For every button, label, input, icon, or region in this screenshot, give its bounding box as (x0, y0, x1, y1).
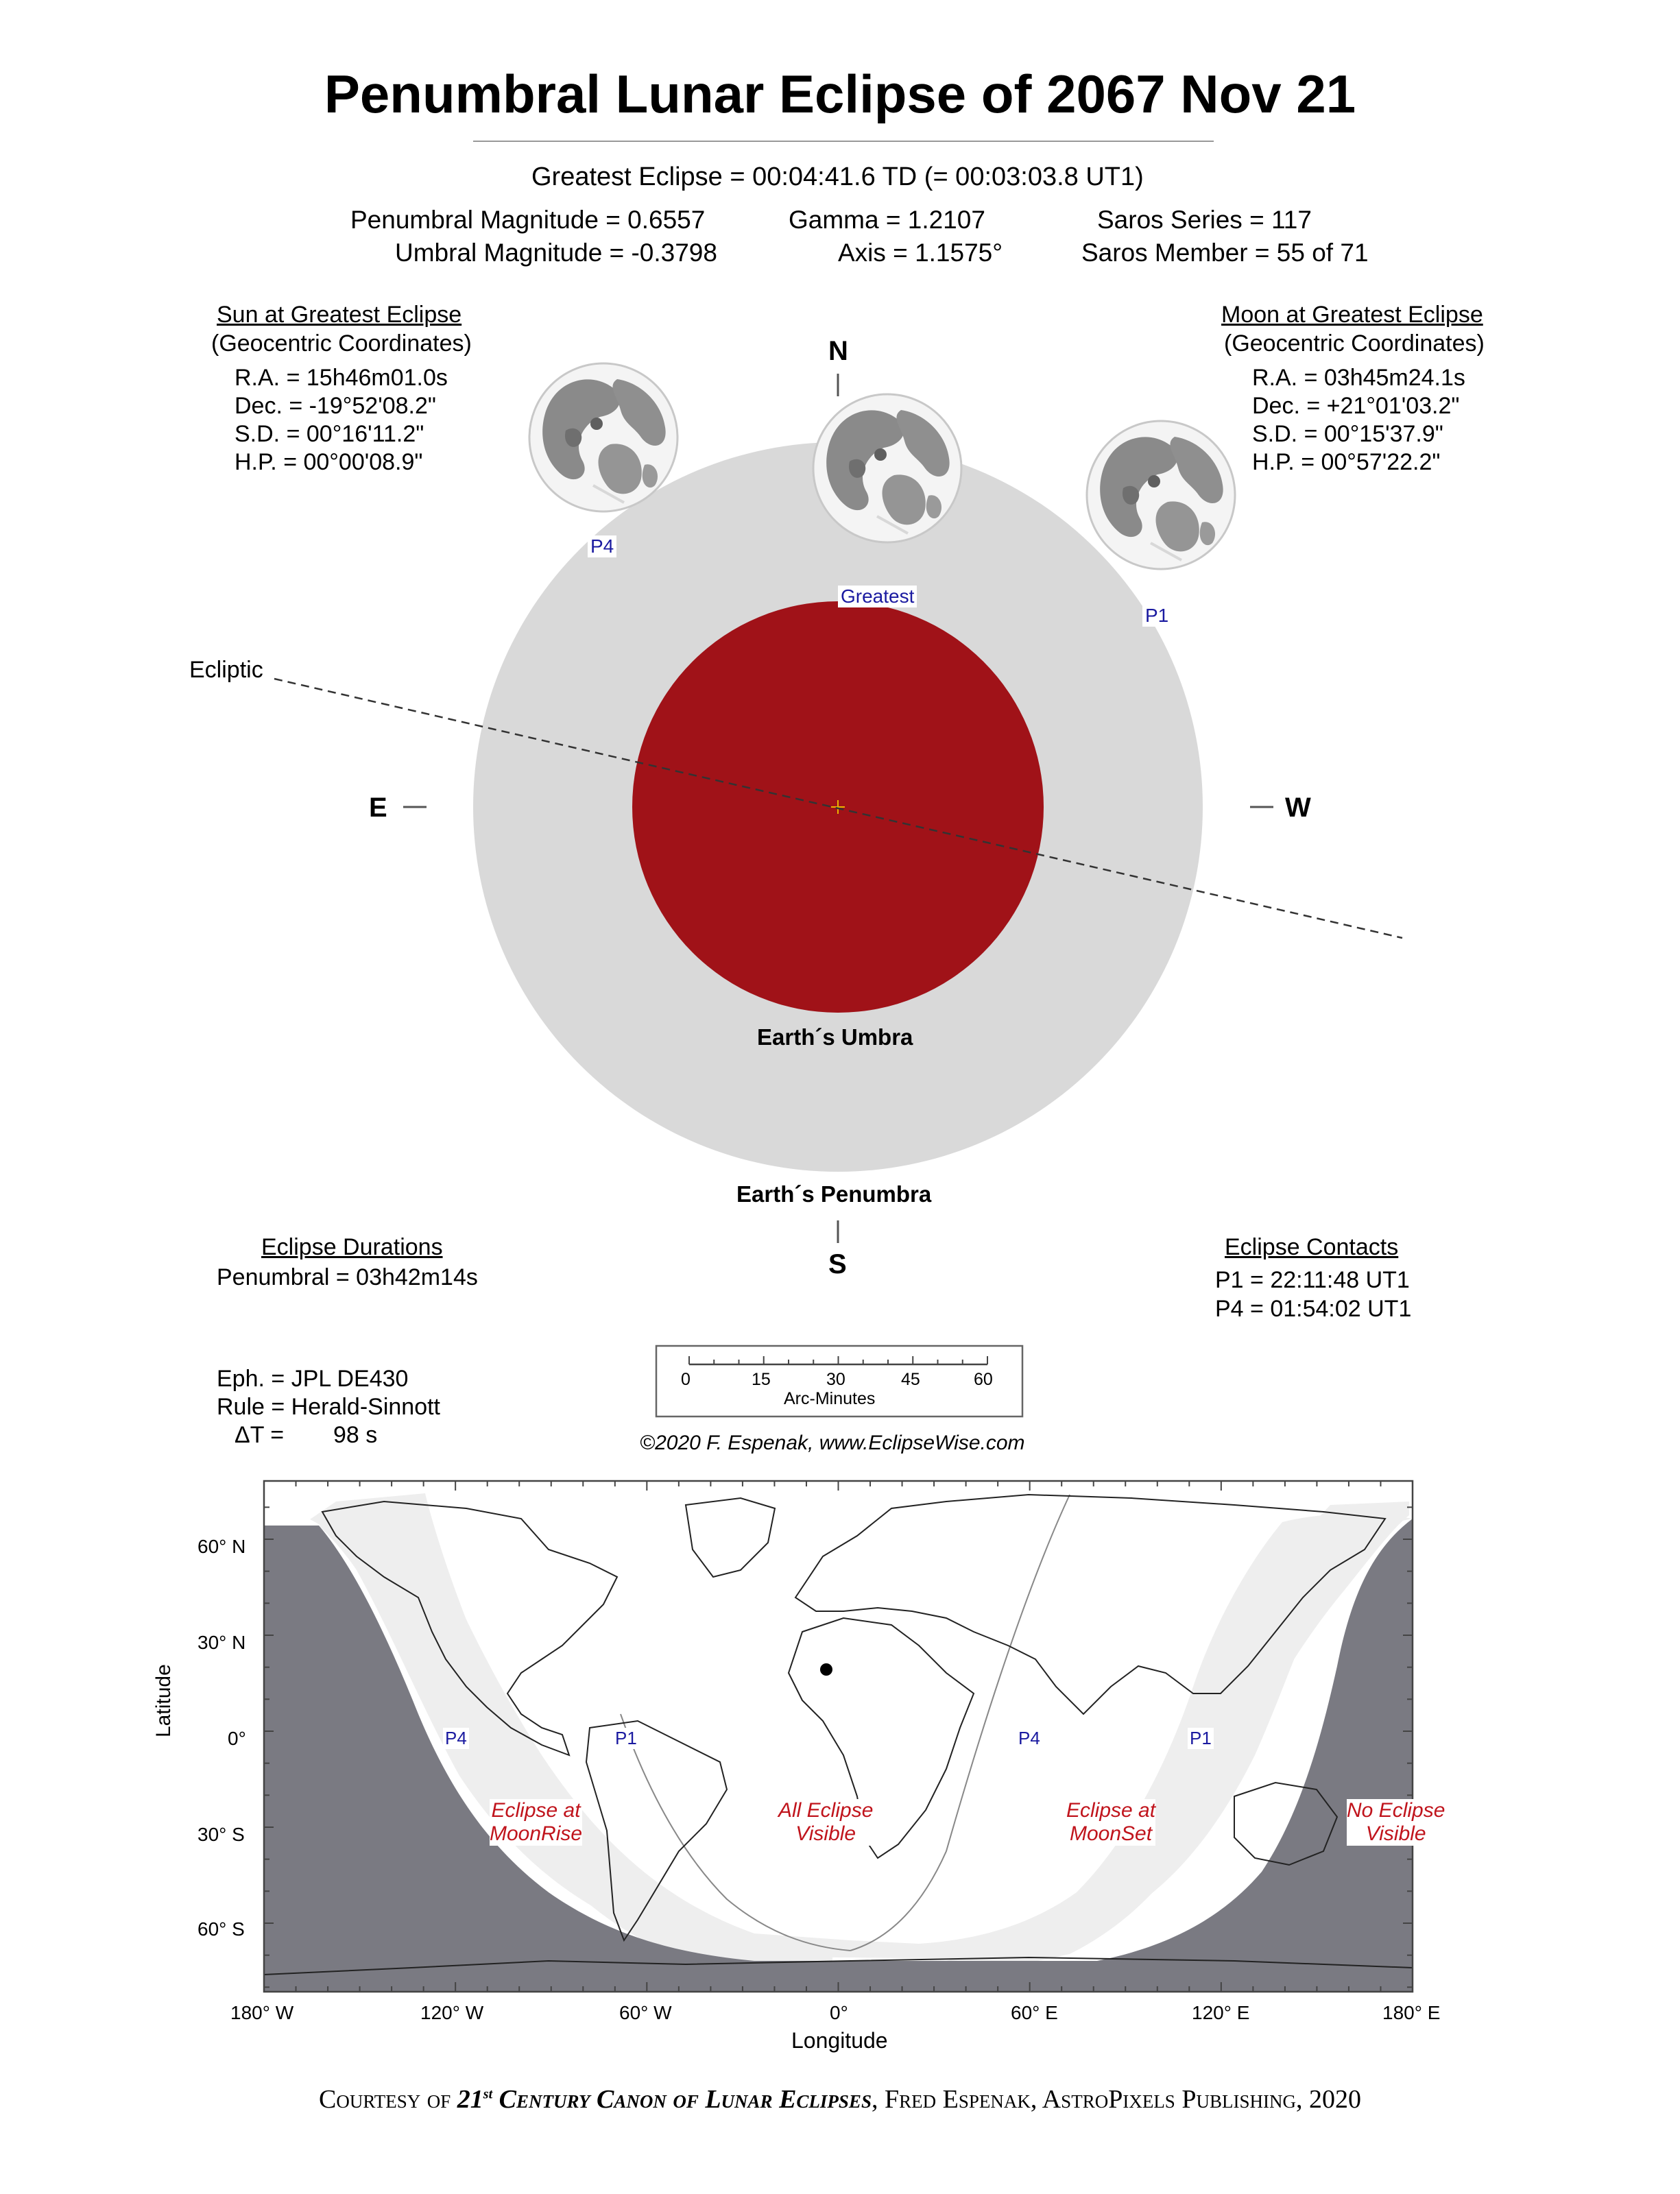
delta-t-label: ΔT = (235, 1422, 285, 1448)
delta-t-rule: Rule = Herald-Sinnott (217, 1394, 441, 1420)
region-moonrise-line1: Eclipse at (491, 1799, 581, 1822)
scale-tick-60: 60 (974, 1370, 993, 1389)
footer-courtesy: Courtesy of (319, 2085, 451, 2114)
penumbral-duration: Penumbral = 03h42m14s (217, 1264, 478, 1290)
map-p4-label-west: P4 (443, 1728, 469, 1749)
lon-label-120e: 120° E (1192, 2002, 1250, 2023)
lon-label-120w: 120° W (420, 2002, 484, 2023)
lat-label-60s: 60° S (197, 1918, 245, 1940)
sun-dec: Dec. = -19°52'08.2" (235, 393, 436, 419)
copyright: ©2020 F. Espenak, www.EclipseWise.com (640, 1432, 1025, 1454)
map-y-axis-label: Latitude (152, 1664, 175, 1737)
delta-t-value: 98 s (333, 1422, 378, 1448)
sun-hp: H.P. = 00°00'08.9" (235, 449, 423, 475)
south-label: S (828, 1249, 847, 1279)
durations-heading: Eclipse Durations (261, 1234, 443, 1260)
scale-tick-0: 0 (681, 1370, 691, 1389)
p1-contact-label: P1 (1142, 605, 1171, 627)
region-moonrise (490, 1799, 582, 1846)
sun-sd: S.D. = 00°16'11.2" (235, 421, 424, 447)
lon-label-180e: 180° E (1382, 2002, 1441, 2023)
visibility-map (264, 1481, 1413, 1992)
lat-label-60n: 60° N (197, 1536, 246, 1557)
page-title: Penumbral Lunar Eclipse of 2067 Nov 21 (324, 64, 1356, 124)
region-all-line2: Visible (795, 1822, 856, 1845)
scale-tick-45: 45 (901, 1370, 920, 1389)
moon-heading: Moon at Greatest Eclipse (1221, 302, 1483, 328)
axis-value: Axis = 1.1575° (838, 239, 1003, 267)
map-p1-label-west: P1 (613, 1728, 639, 1749)
scale-unit-label: Arc-Minutes (784, 1389, 876, 1408)
contact-p4-time: P4 = 01:54:02 UT1 (1215, 1296, 1412, 1322)
region-moonset-line1: Eclipse at (1066, 1799, 1156, 1822)
contacts-heading: Eclipse Contacts (1225, 1234, 1399, 1260)
moon-greatest-icon (813, 394, 961, 542)
map-x-axis-label: Longitude (791, 2028, 888, 2053)
ecliptic-label: Ecliptic (189, 657, 263, 683)
map-p4-label-east: P4 (1016, 1728, 1042, 1749)
map-greatest-eclipse-point (820, 1663, 832, 1676)
scale-tick-15: 15 (752, 1370, 771, 1389)
moon-p4-icon (529, 363, 677, 511)
region-moonset (1066, 1799, 1155, 1846)
greatest-eclipse-time: Greatest Eclipse = 00:04:41.6 TD (= 00:03:03.8 UT1) (531, 162, 1144, 191)
contact-p1-time: P1 = 22:11:48 UT1 (1215, 1267, 1410, 1293)
saros-member: Saros Member = 55 of 71 (1081, 239, 1369, 267)
penumbra-label: Earth´s Penumbra (736, 1181, 932, 1207)
penumbral-magnitude: Penumbral Magnitude = 0.6557 (350, 206, 706, 234)
gamma-value: Gamma = 1.2107 (789, 206, 985, 234)
umbra-label: Earth´s Umbra (757, 1024, 913, 1050)
moon-subheading: (Geocentric Coordinates) (1224, 330, 1485, 357)
lat-label-30s: 30° S (197, 1824, 245, 1845)
east-label: E (369, 793, 387, 823)
footer-author: , Fred Espenak, AstroPixels Publishing, 2020 (871, 2085, 1361, 2114)
lon-label-60e: 60° E (1011, 2002, 1058, 2023)
lat-label-0: 0° (228, 1728, 246, 1749)
north-label: N (828, 336, 848, 366)
moon-p1-icon (1087, 421, 1235, 569)
sun-ra: R.A. = 15h46m01.0s (235, 365, 448, 391)
greatest-contact-label: Greatest (838, 586, 917, 607)
region-moonrise-line2: MoonRise (490, 1822, 583, 1845)
lat-label-30n: 30° N (197, 1632, 246, 1653)
ephemeris: Eph. = JPL DE430 (217, 1366, 409, 1392)
region-all-line1: All Eclipse (778, 1799, 874, 1822)
moon-sd: S.D. = 00°15'37.9" (1252, 421, 1443, 447)
lon-label-60w: 60° W (619, 2002, 672, 2023)
p4-contact-label: P4 (588, 535, 616, 557)
sun-subheading: (Geocentric Coordinates) (211, 330, 472, 357)
moon-hp: H.P. = 00°57'22.2" (1252, 449, 1441, 475)
footer-book-number: 21 (457, 2085, 483, 2114)
moon-ra: R.A. = 03h45m24.1s (1252, 365, 1465, 391)
umbral-magnitude: Umbral Magnitude = -0.3798 (395, 239, 717, 267)
sun-heading: Sun at Greatest Eclipse (217, 302, 462, 328)
footer-credit (0, 2084, 1680, 2114)
footer-book-sup: st (483, 2086, 493, 2102)
region-no-eclipse (1347, 1799, 1445, 1846)
lon-label-0: 0° (830, 2002, 848, 2023)
region-none-line1: No Eclipse (1347, 1799, 1445, 1822)
scale-tick-30: 30 (826, 1370, 845, 1389)
map-p1-label-east: P1 (1188, 1728, 1214, 1749)
region-none-line2: Visible (1365, 1822, 1426, 1845)
west-label: W (1285, 793, 1311, 823)
region-moonset-line2: MoonSet (1070, 1822, 1153, 1845)
saros-series: Saros Series = 117 (1097, 206, 1312, 234)
footer-book-title: Century Canon of Lunar Eclipses (499, 2085, 872, 2114)
moon-dec: Dec. = +21°01'03.2" (1252, 393, 1460, 419)
region-all-visible (778, 1799, 873, 1846)
lon-label-180w: 180° W (230, 2002, 294, 2023)
